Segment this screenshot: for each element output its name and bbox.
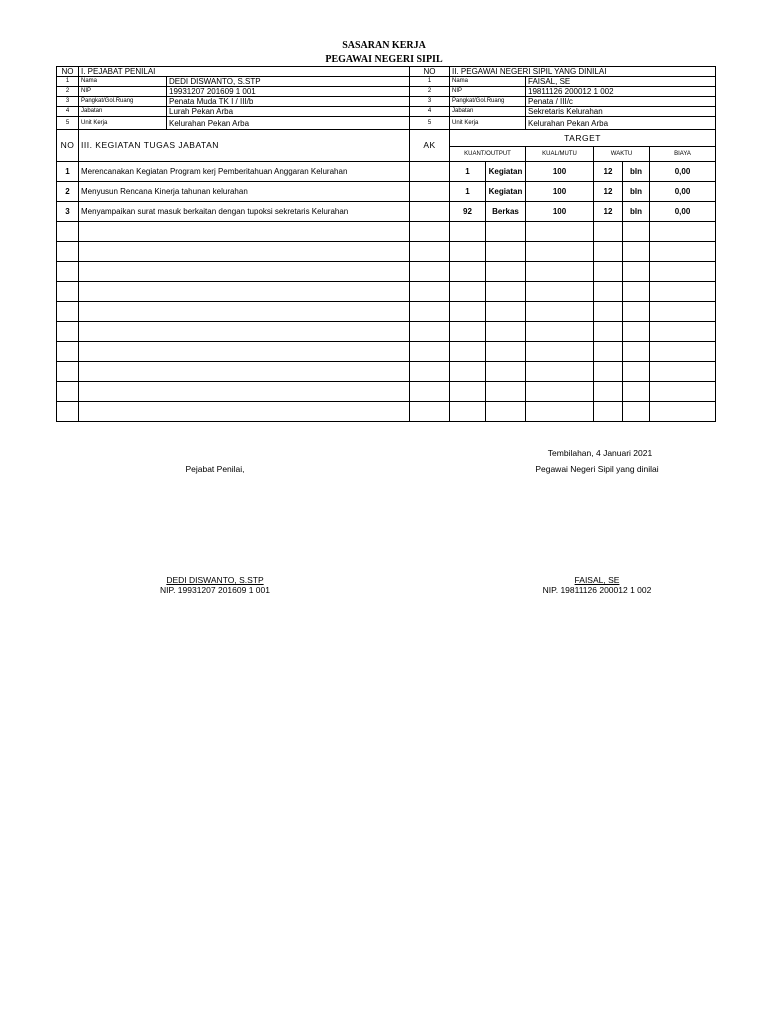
waktu-header: WAKTU — [594, 147, 650, 162]
evaluator-role: Pejabat Penilai, — [185, 464, 245, 474]
employee-unit: Kelurahan Pekan Arba — [526, 117, 716, 130]
evaluator-signature-nip: NIP. 19931207 201609 1 001 — [160, 585, 270, 595]
section1-title: I. PEJABAT PENILAI — [79, 67, 410, 77]
empty-row — [57, 322, 716, 342]
activities-header-row — [57, 130, 716, 147]
evaluator-unit: Kelurahan Pekan Arba — [167, 117, 410, 130]
section-header-row — [57, 67, 716, 77]
evaluator-position: Lurah Pekan Arba — [167, 107, 410, 117]
document-subtitle: PEGAWAI NEGERI SIPIL — [325, 54, 443, 65]
table-row: 3 Menyampaikan surat masuk berkaitan dengan tupoksi sekretaris Kelurahan 92 Berkas 100 12 bln 0,00 — [57, 202, 716, 222]
kuant-header: KUANT/OUTPUT — [450, 147, 526, 162]
empty-row — [57, 362, 716, 382]
no-header: NO — [410, 67, 450, 77]
table-row: 1 Merencanakan Kegiatan Program kerj Pemberitahuan Anggaran Kelurahan 1 Kegiatan 100 12 bln 0,00 — [57, 162, 716, 182]
employee-rank: Penata / III/c — [526, 97, 716, 107]
empty-row — [57, 402, 716, 422]
field-row: 2 NIP 19931207 201609 1 001 2 NIP 19811126 200012 1 002 — [57, 87, 716, 97]
empty-row — [57, 222, 716, 242]
table-row: 2 Menyusun Rencana Kinerja tahunan kelurahan 1 Kegiatan 100 12 bln 0,00 — [57, 182, 716, 202]
evaluator-name: DEDI DISWANTO, S.STP — [167, 77, 410, 87]
field-row: 4 Jabatan Lurah Pekan Arba 4 Jabatan Sekretaris Kelurahan — [57, 107, 716, 117]
ak-header: AK — [410, 130, 450, 162]
target-header: TARGET — [450, 130, 716, 147]
field-row: 1 Nama DEDI DISWANTO, S.STP 1 Nama FAISAL, SE — [57, 77, 716, 87]
section2-title: II. PEGAWAI NEGERI SIPIL YANG DINILAI — [450, 67, 716, 77]
empty-row — [57, 262, 716, 282]
document-title: SASARAN KERJA — [342, 40, 426, 51]
employee-role: Pegawai Negeri Sipil yang dinilai — [535, 464, 659, 474]
section3-title: III. KEGIATAN TUGAS JABATAN — [79, 130, 410, 162]
empty-row — [57, 342, 716, 362]
evaluator-rank: Penata Muda TK I / III/b — [167, 97, 410, 107]
biaya-header: BIAYA — [650, 147, 716, 162]
employee-position: Sekretaris Kelurahan — [526, 107, 716, 117]
employee-signature-nip: NIP. 19811126 200012 1 002 — [542, 585, 652, 595]
no-header: NO — [57, 130, 79, 162]
evaluator-nip: 19931207 201609 1 001 — [167, 87, 410, 97]
field-row: 3 Pangkat/Gol.Ruang Penata Muda TK I / III/b 3 Pangkat/Gol.Ruang Penata / III/c — [57, 97, 716, 107]
skp-table — [56, 66, 716, 422]
empty-row — [57, 382, 716, 402]
no-header: NO — [57, 67, 79, 77]
field-row: 5 Unit Kerja Kelurahan Pekan Arba 5 Unit Kerja Kelurahan Pekan Arba — [57, 117, 716, 130]
evaluator-signature-name: DEDI DISWANTO, S.STP — [166, 575, 264, 585]
empty-row — [57, 302, 716, 322]
employee-name: FAISAL, SE — [526, 77, 716, 87]
place-date: Tembilahan, 4 Januari 2021 — [547, 448, 653, 458]
empty-row — [57, 282, 716, 302]
employee-signature-name: FAISAL, SE — [574, 575, 620, 585]
empty-row — [57, 242, 716, 262]
kual-header: KUAL/MUTU — [526, 147, 594, 162]
employee-nip: 19811126 200012 1 002 — [526, 87, 716, 97]
